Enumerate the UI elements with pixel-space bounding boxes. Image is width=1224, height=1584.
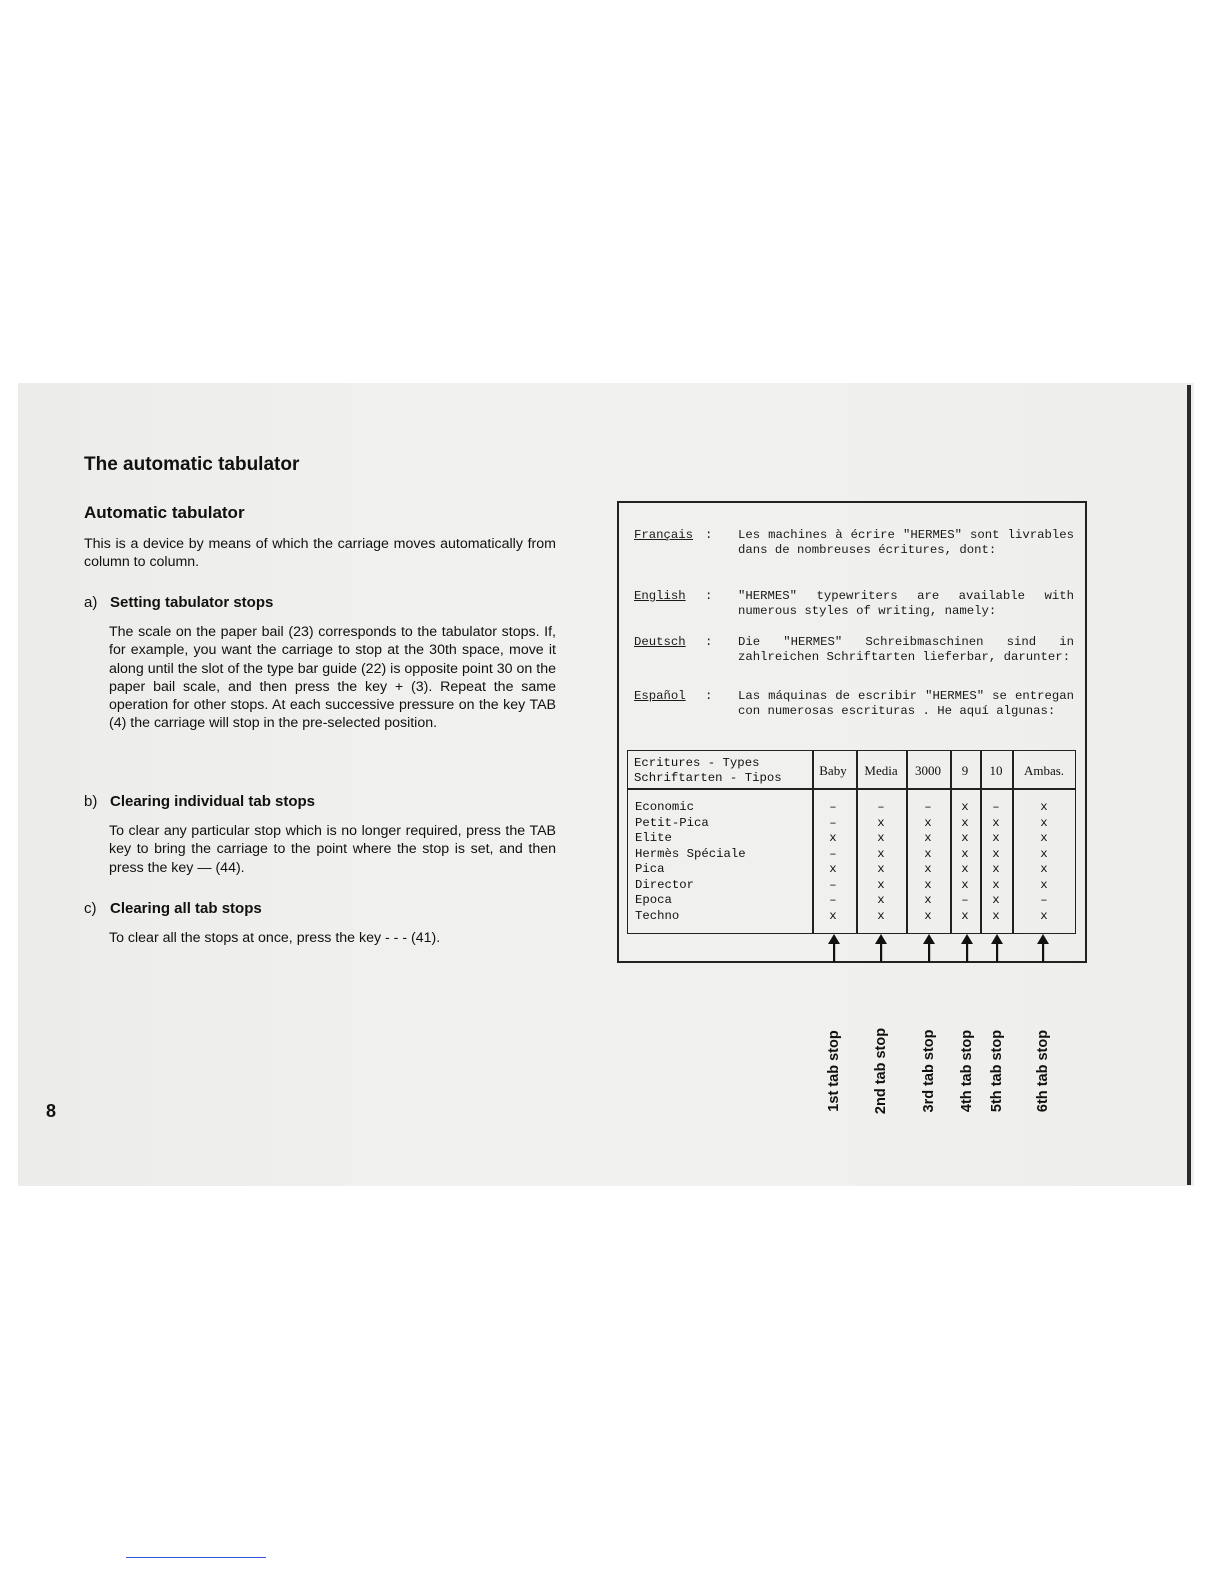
typeface-name: Pica	[635, 862, 665, 876]
availability-cell: x	[961, 800, 969, 814]
tab-stop-label	[956, 1021, 978, 1121]
availability-cell: x	[877, 862, 885, 876]
up-arrow-icon	[827, 934, 841, 962]
availability-cell: x	[992, 862, 1000, 876]
section-c-title: Clearing all tab stops	[110, 900, 262, 917]
column-header-baby: Baby	[819, 763, 847, 778]
lang-text-es: Las máquinas de escribir "HERMES" se entregan con numerosas escrituras . He aquí algunas:	[738, 689, 1074, 718]
tab-stop-label	[823, 1021, 845, 1121]
section-b-heading	[84, 793, 315, 810]
availability-cell: x	[961, 815, 969, 830]
typeface-name: Petit-Pica	[635, 815, 709, 830]
typeface-name: Epoca	[635, 893, 672, 907]
table-col-divider	[856, 751, 858, 933]
availability-cell: –	[829, 846, 837, 861]
availability-cell: –	[992, 800, 1000, 814]
availability-cell: –	[829, 815, 837, 830]
intro-paragraph: This is a device by means of which the carriage moves automatically from column to column.	[84, 536, 556, 571]
lang-text-de: Die "HERMES" Schreibmaschinen sind in zahlreichen Schriftarten lieferbar, darunter:	[738, 635, 1074, 664]
availability-cell: –	[829, 893, 837, 907]
typeface-name: Hermès Spéciale	[635, 846, 746, 861]
section-c-text: To clear all the stops at once, press the key - - - (41).	[109, 930, 441, 946]
column-header-3000: 3000	[915, 763, 941, 778]
section-subtitle: Automatic tabulator	[84, 503, 245, 522]
tab-stop-text: 2nd tab stop	[873, 1027, 889, 1115]
availability-cell: x	[924, 862, 932, 876]
availability-cell: x	[877, 893, 885, 907]
availability-cell: x	[1040, 877, 1048, 892]
lang-label-es: Español	[634, 689, 686, 703]
section-a-letter: a)	[84, 594, 98, 611]
availability-cell: x	[829, 831, 837, 845]
availability-cell: x	[924, 831, 932, 845]
lang-text-fr: Les machines à écrire "HERMES" sont livrables dans de nombreuses écritures, dont:	[738, 528, 1074, 557]
availability-cell: x	[1040, 908, 1048, 923]
typeface-name: Economic	[635, 800, 695, 814]
page-edge-shadow	[1187, 385, 1191, 1185]
column-header-10: 10	[989, 763, 1003, 778]
availability-cell: x	[961, 846, 969, 861]
availability-cell: x	[961, 831, 969, 845]
availability-cell: x	[992, 846, 1000, 861]
availability-cell: –	[924, 800, 932, 814]
tab-stop-label	[986, 1021, 1008, 1121]
lang-text-en: "HERMES" typewriters are available with numerous styles of writing, namely:	[738, 589, 1074, 618]
column-header-9: 9	[961, 763, 969, 778]
typeface-name: Elite	[635, 831, 672, 845]
availability-cell: x	[924, 846, 932, 861]
availability-cell: x	[1040, 815, 1048, 830]
lang-colon-de: :	[705, 635, 713, 649]
section-a-text: The scale on the paper bail (23) corresponds to the tabulator stops. If, for example, you want the carriage to stop at the 30th space, move it along until the slot of the type bar guide (22) is opposite point 30 on the paper bail scale, and then press the key + (3). Repeat the same operation for other stops. At each successive pressure on the key TAB (4) the carriage will stop in the pre-selected position.	[109, 624, 556, 732]
availability-cell: x	[961, 862, 969, 876]
availability-cell: x	[877, 831, 885, 845]
availability-cell: x	[961, 877, 969, 892]
up-arrow-icon	[960, 934, 974, 962]
availability-cell: x	[992, 815, 1000, 830]
availability-cell: x	[1040, 800, 1048, 814]
lang-colon-es: :	[705, 689, 713, 703]
availability-cell: x	[992, 877, 1000, 892]
availability-cell: x	[961, 908, 969, 923]
up-arrow-icon	[1036, 934, 1050, 962]
typeface-name: Director	[635, 877, 695, 892]
availability-cell: x	[992, 893, 1000, 907]
tab-stop-text: 1st tab stop	[826, 1030, 842, 1112]
section-c-heading	[84, 900, 262, 917]
tab-stop-text: 5th tab stop	[989, 1029, 1005, 1113]
table-header-rule	[628, 788, 1075, 790]
availability-cell: x	[1040, 831, 1048, 845]
lang-colon-en: :	[705, 589, 713, 603]
availability-cell: –	[829, 800, 837, 814]
lang-label-fr: Français	[634, 528, 694, 542]
availability-cell: x	[924, 815, 932, 830]
section-b-letter: b)	[84, 793, 98, 810]
availability-cell: x	[992, 831, 1000, 845]
section-a-heading	[84, 594, 273, 611]
tab-stop-text: 6th tab stop	[1035, 1029, 1051, 1113]
availability-cell: x	[829, 862, 837, 876]
availability-cell: x	[924, 908, 932, 923]
availability-cell: x	[877, 815, 885, 830]
typeface-name: Techno	[635, 908, 680, 923]
table-header-tipos: Schriftarten - Tipos	[634, 771, 782, 785]
tab-stop-text: 3rd tab stop	[921, 1029, 937, 1113]
availability-cell: –	[961, 893, 969, 907]
tab-stop-text: 4th tab stop	[959, 1029, 975, 1113]
table-header-types: Ecritures - Types	[634, 756, 760, 770]
availability-cell: x	[924, 893, 932, 907]
availability-cell: x	[877, 877, 885, 892]
availability-cell: x	[924, 877, 932, 892]
column-header-media: Media	[864, 763, 898, 778]
page-number: 8	[46, 1101, 57, 1121]
availability-cell: x	[877, 908, 885, 923]
availability-cell: x	[992, 908, 1000, 923]
tab-stop-label	[1032, 1021, 1054, 1121]
section-b-title: Clearing individual tab stops	[110, 793, 316, 810]
tab-stop-label	[870, 1021, 892, 1121]
section-b-text: To clear any particular stop which is no longer required, press the TAB key to bring the carriage to the point where the stop is set, and then press the key — (44).	[109, 823, 556, 876]
section-c-letter: c)	[84, 900, 97, 917]
tab-stop-label	[918, 1021, 940, 1121]
up-arrow-icon	[990, 934, 1004, 962]
lang-label-en: English	[634, 589, 686, 603]
availability-cell: x	[877, 846, 885, 861]
availability-cell: x	[1040, 846, 1048, 861]
lang-colon-fr: :	[705, 528, 713, 542]
typeface-table	[627, 750, 1076, 934]
link-underline	[126, 1557, 266, 1558]
column-header-ambas: Ambas.	[1023, 763, 1065, 778]
up-arrow-icon	[874, 934, 888, 962]
availability-cell: –	[829, 877, 837, 892]
lang-label-de: Deutsch	[634, 635, 686, 649]
section-a-title: Setting tabulator stops	[110, 594, 274, 611]
availability-cell: –	[1040, 893, 1048, 907]
page-title: The automatic tabulator	[84, 454, 300, 475]
availability-cell: –	[877, 800, 885, 814]
availability-cell: x	[829, 908, 837, 923]
up-arrow-icon	[922, 934, 936, 962]
availability-cell: x	[1040, 862, 1048, 876]
